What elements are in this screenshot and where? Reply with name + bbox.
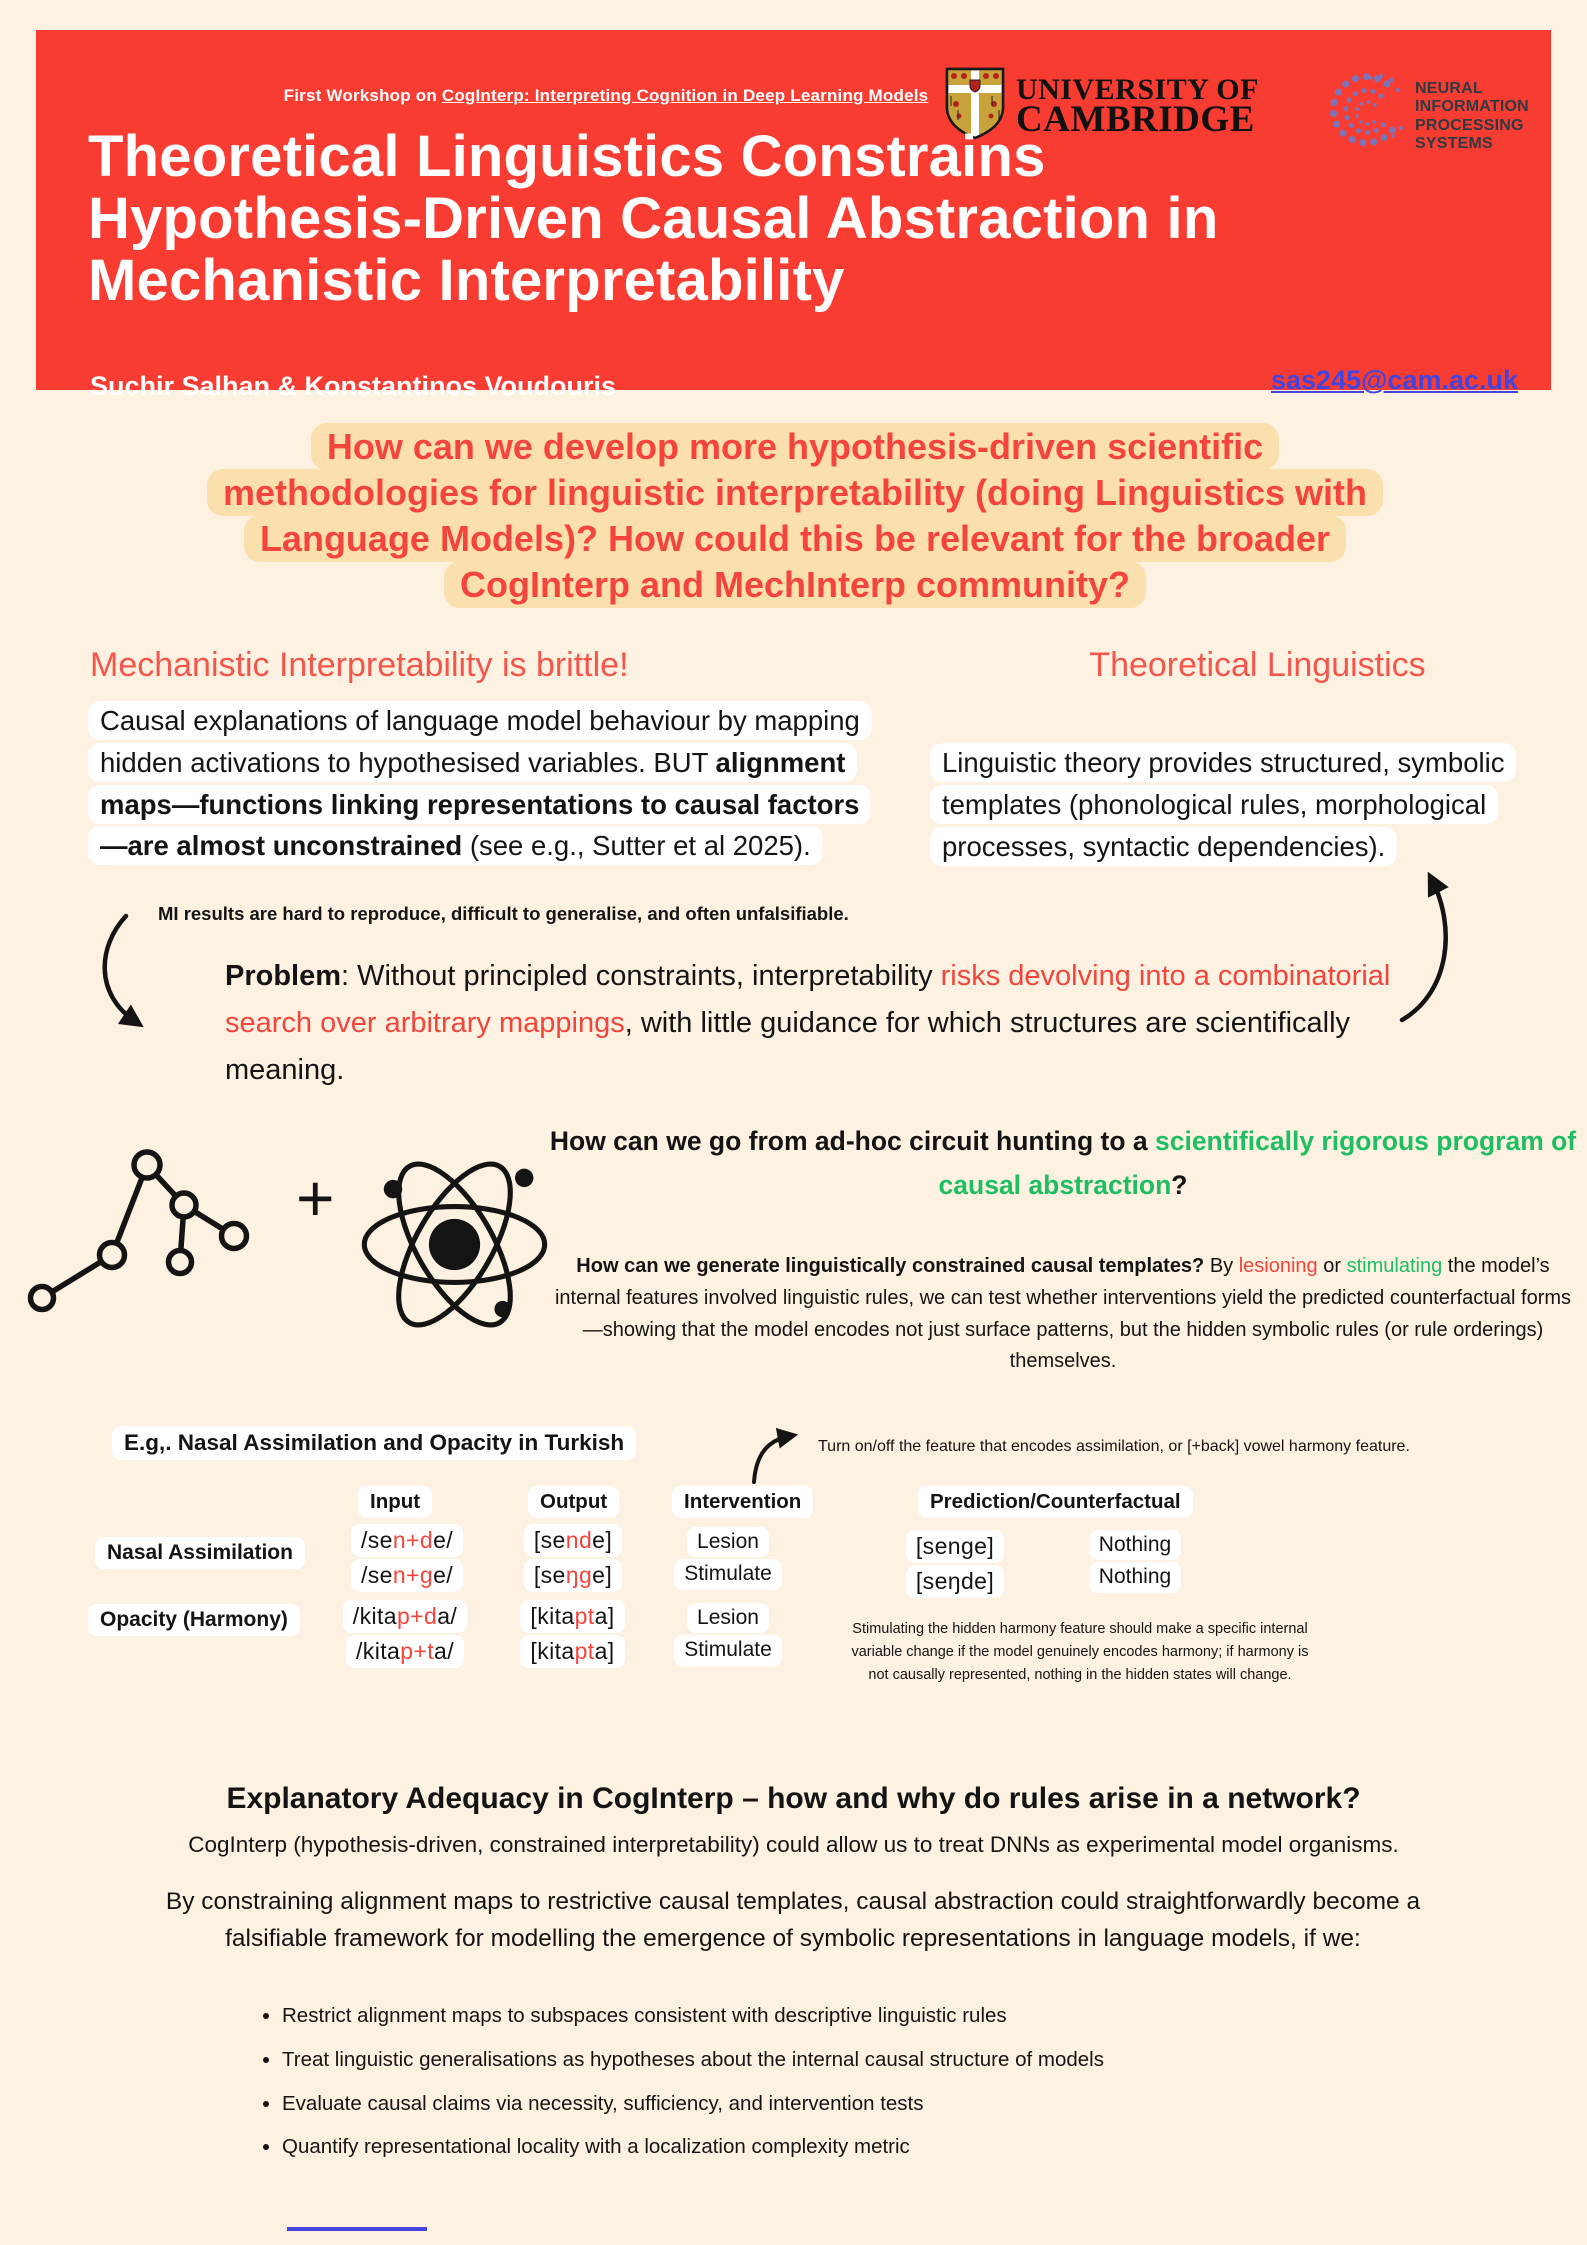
rq2-t2: or <box>1317 1255 1347 1278</box>
column-header-input: Input <box>358 1486 432 1518</box>
rq1-end: ? <box>1171 1169 1188 1200</box>
cell-row1-input: /sen+de/ /sen+ge/ <box>342 1524 472 1592</box>
cell-row2-input: /kitap+da/ /kitap+ta/ <box>330 1600 480 1668</box>
title-line-1: Theoretical Linguistics Constrains <box>88 124 1046 189</box>
problem-label: Problem <box>225 960 342 992</box>
curved-arrow-left-icon <box>92 912 212 1042</box>
bottom-paragraph: By constraining alignment maps to restrictive causal templates, causal abstraction could straightforwardly become a falsifiable framework for modelling the emergence of symbolic representations in language models, if we: <box>165 1888 1421 1952</box>
column-header-intervention: Intervention <box>672 1486 813 1518</box>
plus-sign: + <box>296 1161 335 1235</box>
question-line-4: CogInterp and MechInterp community? <box>444 561 1146 608</box>
neurips-wordmark <box>1415 80 1551 154</box>
column-header-prediction: Prediction/Counterfactual <box>918 1486 1193 1518</box>
example-annotation: Turn on/off the feature that encodes assimilation, or [+back] vowel harmony feature. <box>818 1438 1410 1455</box>
email-link[interactable]: sas245@cam.ac.uk <box>1271 365 1519 395</box>
bullet-item: • Restrict alignment maps to subspaces consistent with descriptive linguistic rules <box>282 2000 1104 2032</box>
bullet-item: • Quantify representational locality with a localization complexity metric <box>282 2131 1104 2163</box>
cell-row2-intervention: Lesion Stimulate <box>668 1603 788 1666</box>
cambridge-line1: UNIVERSITY OF <box>1016 72 1259 106</box>
title-line-3: Mechanistic Interpretability <box>88 248 845 314</box>
neurips-line2: PROCESSING SYSTEMS <box>1415 116 1524 152</box>
right-column-heading: Theoretical Linguistics <box>1089 646 1426 684</box>
research-questions <box>548 1120 1578 1378</box>
atom-icon <box>352 1142 557 1347</box>
workshop-link[interactable]: CogInterp: Interpreting Cognition in Deep Learning Models <box>441 86 929 105</box>
left-column-heading: Mechanistic Interpretability is brittle! <box>90 646 629 684</box>
right-body-text: Linguistic theory provides structured, symbolic templates (phonological rules, morphological processes, syntactic dependencies). <box>930 743 1516 866</box>
cell-row1-intervention: Lesion Stimulate <box>668 1527 788 1590</box>
network-graph-icon <box>12 1140 267 1330</box>
header-banner <box>36 30 1551 401</box>
title-line-2: Hypothesis-Driven Causal Abstraction in <box>88 186 1219 252</box>
problem-statement <box>225 953 1425 1094</box>
rq2-t1: By <box>1204 1255 1239 1278</box>
rq-main-question <box>548 1120 1578 1207</box>
authors: Suchir Salhan & Konstantinos Voudouris <box>90 371 617 401</box>
rq2-t3: the model’s internal features involved linguistic rules, we can test whether interventions yield the predicted counterfactual forms—showing that the model encodes not just surface patterns, but the hidden symbolic rules (or rule orderings) themselves. <box>554 1255 1572 1373</box>
bottom-bullet-list <box>282 2000 1104 2175</box>
problem-red-text: risks devolving into a combinatorial search over arbitrary mappings <box>225 960 1391 1039</box>
left-body-bold: alignment maps—functions linking representations to causal factors—are almost unconstrained <box>100 746 860 862</box>
left-column-body <box>88 700 863 867</box>
question-line-1: How can we develop more hypothesis-driven scientific <box>311 423 1279 470</box>
rq1-black: How can we go from ad-hoc circuit hunting to a <box>549 1126 1155 1156</box>
bullet-item: • Treat linguistic generalisations as hypotheses about the internal causal structure of models <box>282 2044 1104 2076</box>
harmony-note: Stimulating the hidden harmony feature should make a specific internal variable change if the model genuinely encodes harmony; if harmony is not causally represented, nothing in the hidden states will change. <box>851 1621 1309 1684</box>
rq2-lesioning: lesioning <box>1238 1255 1318 1278</box>
cell-row1-prediction: [senge] [seŋde] <box>900 1530 1010 1598</box>
problem-text-1: : Without principled constraints, interpretability <box>341 960 941 992</box>
cutoff-link-underline[interactable] <box>287 2227 427 2231</box>
cell-row1-output: [sende] [seŋge] <box>518 1524 628 1592</box>
workshop-line <box>186 86 1026 106</box>
left-body-post: (see e.g., Sutter et al 2025). <box>462 830 811 862</box>
bottom-subtext: CogInterp (hypothesis-driven, constrained interpretability) could allow us to treat DNNs as experimental model organisms. <box>188 1832 1399 1857</box>
row-label-opacity-harmony: Opacity (Harmony) <box>88 1604 300 1636</box>
right-column-body <box>930 742 1530 867</box>
neurips-logo <box>1321 70 1551 163</box>
bottom-heading: Explanatory Adequacy in CogInterp – how and why do rules arise in a network? <box>226 1782 1361 1815</box>
annotation-arrow-icon <box>748 1428 803 1488</box>
problem-text-2: , with little guidance for which structures are scientifically meaning. <box>225 1006 1351 1086</box>
rq-sub-question <box>548 1251 1578 1377</box>
row-label-nasal-assimilation: Nasal Assimilation <box>95 1537 305 1569</box>
left-body-pre: Causal explanations of language model behaviour by mapping hidden activations to hypothesised variables. BUT <box>100 705 860 778</box>
question-banner <box>85 424 1505 608</box>
neurips-line1: NEURAL INFORMATION <box>1415 79 1529 116</box>
cell-row2-output: [kitapta] [kitapta] <box>510 1600 635 1668</box>
rq2-stimulating: stimulating <box>1346 1255 1443 1278</box>
cambridge-line2: CAMBRIDGE <box>1016 99 1255 141</box>
mi-footnote: MI results are hard to reproduce, difficult to generalise, and often unfalsifiable. <box>158 903 849 924</box>
bullet-item: • Evaluate causal claims via necessity, sufficiency, and intervention tests <box>282 2088 1104 2120</box>
column-header-output: Output <box>528 1486 619 1518</box>
rq1-green: scientifically rigorous program of causal abstraction <box>938 1126 1577 1200</box>
poster-title <box>88 126 1218 312</box>
neurips-swirl-icon <box>1321 70 1409 163</box>
cell-row1-counterfactual: Nothing Nothing <box>1080 1530 1190 1593</box>
question-line-3: Language Models)? How could this be relevant for the broader <box>244 515 1346 562</box>
example-title: E.g,. Nasal Assimilation and Opacity in Turkish <box>112 1426 636 1460</box>
workshop-prefix: First Workshop on <box>283 86 442 105</box>
rq2-bold: How can we generate linguistically constrained causal templates? <box>576 1255 1205 1278</box>
question-line-2: methodologies for linguistic interpretability (doing Linguistics with <box>207 469 1383 516</box>
